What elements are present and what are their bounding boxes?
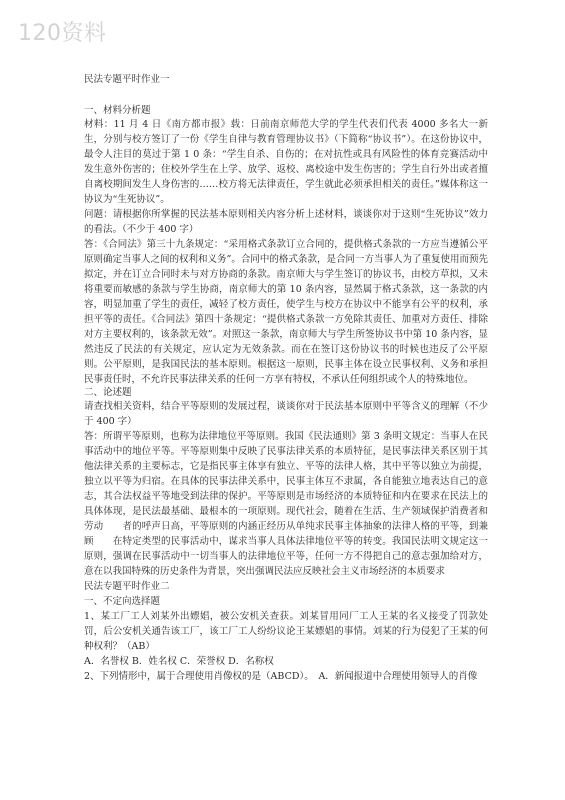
document-title-2: 民法专题平时作业二 [84, 581, 170, 592]
material-paragraph: 材料：11 月 4 日《南方都市报》载：日前南京师范大学的学生代表们代表 4000 多名大一新生，分别与校方签订了一份《学生自律与教育管理协议书》（下简称“协议书”）。在这份协议中，最令人注目的莫过于第 1 0 条：“学生自杀、自伤的；在对抗性或具有风险性的体育竞赛活动中发生意外伤害的；住校外学生在上学、放学、返校、离校途中发生伤害的；学生自行外出或者擅自离校期间发生人身伤害的……校方将无法律责任，学生就此必须承担相关的责任。”媒体称这一协议为“生死协议”。 [84, 119, 488, 205]
essay-prompt: 请查找相关资料，结合平等原则的发展过程，谈谈你对于民法基本原则中平等含义的理解（不少于 400 字） [84, 401, 488, 427]
watermark-logo: 120资料 [18, 21, 107, 46]
section-heading-essay: 二、论述题 [84, 387, 132, 398]
question-1-options: A．名誉权 B．姓名权 C．荣誉权 D．名称权 [84, 656, 274, 667]
question-1: 1、某工厂工人刘某外出嫖娼，被公安机关查获。刘某冒用同厂工人王某的名义接受了罚款处罚，后公安机关通告该工厂，该工厂工人纷纷议论王某嫖娼的事情。刘某的行为侵犯了王某的何种权利？（AB） [84, 611, 488, 652]
question-2: 2、下列情形中，属于合理使用肖像权的是（ABCD）。 A．新闻报道中合理使用领导人的肖像 [84, 671, 478, 682]
section-heading-material: 一、材料分析题 [84, 105, 151, 116]
document-page [84, 74, 488, 684]
answer-paragraph-2: 答：所谓平等原则，也称为法律地位平等原则。我国《民法通则》第 3 条明文规定：当事人在民事活动中的地位平等。平等原则集中反映了民事法律关系的本质特征，是民事法律关系区别于其他法律关系的主要标志，它是指民事主体享有独立、平等的法律人格，其中平等以独立为前提，独立以平等为归宿。在具体的民事法律关系中，民事主体互不隶属，各自能独立地表达自己的意志，其合法权益平等地受到法律的保护。平等原则是市场经济的本质特征和内在要求在民法上的具体体现，是民法最基础、最根本的一项原则。现代社会，随着在生活、生产领域保护消费者和劳动 者的呼声日高，平等原则的内涵正经历从单纯求民事主体抽象的法律人格的平等，到兼顾 在特定类型的民事活动中，谋求当事人具体法律地位平等的转变。我国民法明文规定这一原则，强调在民事活动中一切当事人的法律地位平等，任何一方不得把自己的意志强加给对方，意在以我国特殊的历史条件为背景，突出强调民法应反映社会主义市场经济的本质要求 [84, 431, 488, 577]
question-paragraph: 问题：请根据你所掌握的民法基本原则相关内容分析上述材料，谈谈你对于这则“生死协议”效力的看法。（不少于 400 字） [84, 209, 488, 235]
document-title: 民法专题平时作业一 [84, 74, 170, 85]
answer-paragraph-1: 答：《合同法》第三十九条规定：“采用格式条款订立合同的，提供格式条款的一方应当遵循公平原则确定当事人之间的权利和义务”。合同中的格式条款，是合同一方当事人为了重复使用而预先拟定，并在订立合同时未与对方协商的条款。南京师大与学生签订的协议书，由校方草拟，又未将重要而敏感的条款与学生协商，南京师大的第 10 条内容，显然属于格式条款，这一条款的内容，明显加重了学生的责任，减轻了校方责任，使学生与校方在协议中不能享有公平的权利，承担平等的责任。《合同法》第四十条规定：“提供格式条款一方免除其责任、加重对方责任、排除对方主要权利的，该条款无效”。对照这一条款，南京师大与学生所签协议书中第 10 条内容，显然违反了民法的有关规定，应认定为无效条款。而在在签订这份协议书的时候也违反了公平原则。公平原则，是我国民法的基本原则。根据这一原则，民事主体在设立民事权利、义务和承担民事责任时，不允许民事法律关系的任何一方享有特权，不承认任何组织或个人的特殊地位。 [84, 239, 488, 385]
section-heading-choice: 一、不定向选择题 [84, 596, 161, 607]
